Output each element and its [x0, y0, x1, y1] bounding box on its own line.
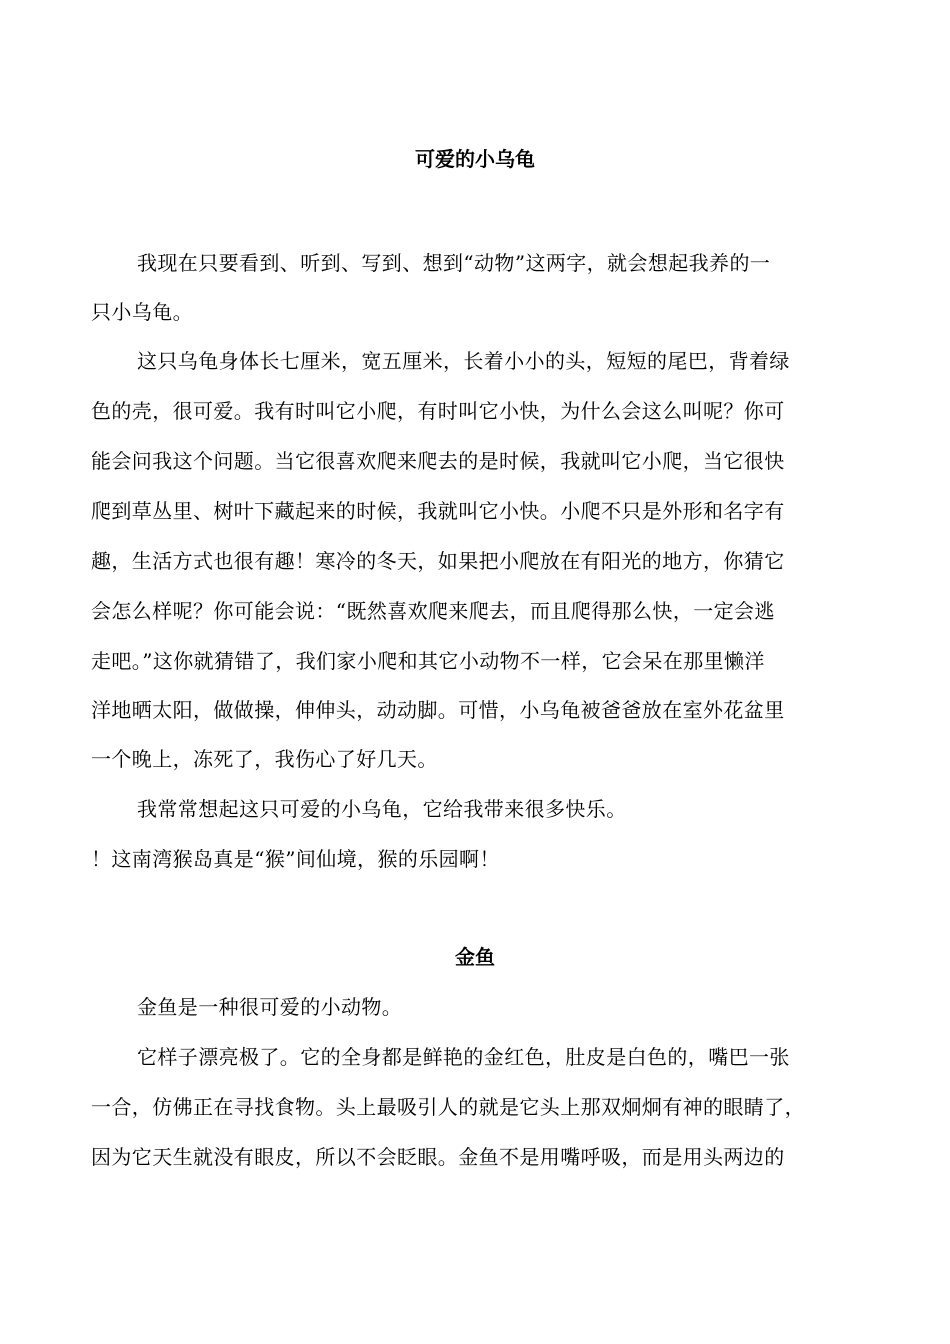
paragraph-line: 能会问我这个问题。当它很喜欢爬来爬去的是时候，我就叫它小爬，当它很快 — [91, 449, 785, 473]
paragraph-line: 爬到草丛里、树叶下藏起来的时候，我就叫它小快。小爬不只是外形和名字有 — [91, 499, 785, 523]
paragraph-line: 会怎么样呢？你可能会说：“既然喜欢爬来爬去，而且爬得那么快，一定会逃 — [91, 599, 775, 623]
paragraph-line: 洋地晒太阳，做做操，伸伸头，动动脚。可惜，小乌龟被爸爸放在室外花盆里 — [91, 698, 785, 722]
paragraph-line: 因为它天生就没有眼皮，所以不会眨眼。金鱼不是用嘴呼吸，而是用头两边的 — [91, 1145, 785, 1169]
paragraph-line: ！这南湾猴岛真是“猴”间仙境，猴的乐园啊！ — [91, 847, 500, 871]
paragraph-line: 趣，生活方式也很有趣！寒冷的冬天，如果把小爬放在有阳光的地方，你猜它 — [91, 549, 785, 573]
paragraph-line: 这只乌龟身体长七厘米，宽五厘米，长着小小的头，短短的尾巴，背着绿 — [137, 349, 790, 373]
paragraph-line: 色的壳，很可爱。我有时叫它小爬，有时叫它小快，为什么会这么叫呢？你可 — [91, 399, 785, 423]
paragraph-line: 一个晚上，冻死了，我伤心了好几天。 — [91, 747, 438, 771]
paragraph-line: 金鱼是一种很可爱的小动物。 — [137, 995, 403, 1019]
paragraph-line: 一合，仿佛正在寻找食物。头上最吸引人的就是它头上那双炯炯有神的眼睛了， — [91, 1095, 805, 1119]
paragraph-line: 它样子漂亮极了。它的全身都是鲜艳的金红色，肚皮是白色的，嘴巴一张 — [137, 1045, 790, 1069]
paragraph-line: 我现在只要看到、听到、写到、想到“动物”这两字，就会想起我养的一 — [137, 251, 771, 275]
story-title-goldfish: 金鱼 — [455, 945, 495, 969]
story-title-turtle: 可爱的小乌龟 — [415, 147, 535, 171]
paragraph-line: 只小乌龟。 — [91, 300, 193, 324]
paragraph-line: 走吧。”这你就猜错了，我们家小爬和其它小动物不一样，它会呆在那里懒洋 — [91, 649, 765, 673]
paragraph-line: 我常常想起这只可爱的小乌龟，它给我带来很多快乐。 — [137, 797, 627, 821]
